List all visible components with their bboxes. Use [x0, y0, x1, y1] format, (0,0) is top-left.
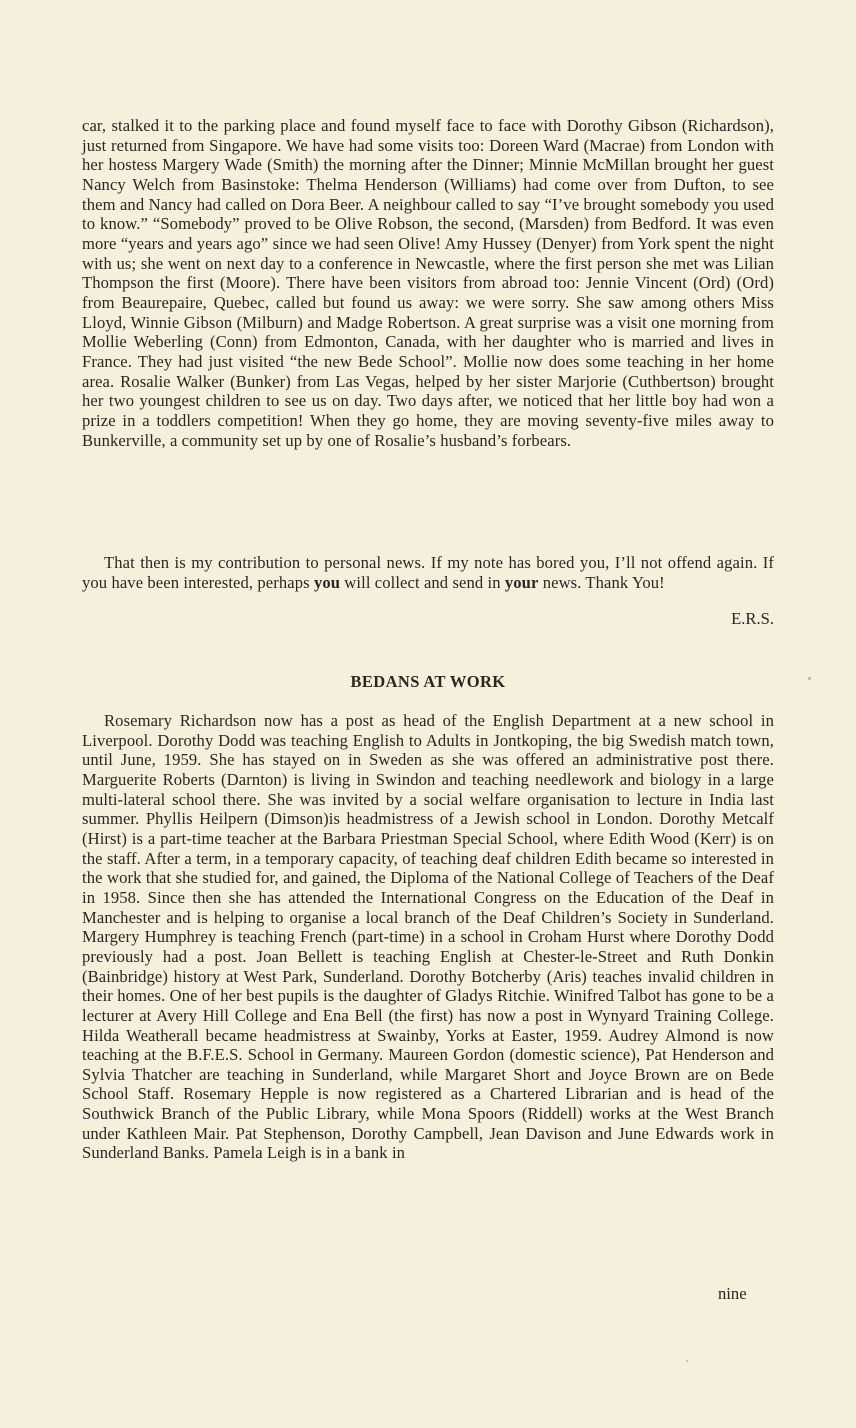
- section-heading: BEDANS AT WORK: [350, 672, 506, 691]
- page-number: nine: [718, 1284, 747, 1303]
- author-signature: E.R.S.: [731, 609, 774, 628]
- closing-paragraph: [82, 553, 774, 592]
- paper-speck: [686, 1360, 688, 1362]
- closing-text-3: news. Thank You!: [538, 572, 665, 592]
- paper-speck: [808, 677, 811, 680]
- closing-text-2: will collect and send in: [340, 572, 505, 592]
- closing-emphasis-you: you: [313, 572, 341, 592]
- bedans-at-work-paragraph: [82, 711, 774, 1163]
- bedans-at-work-text: Rosemary Richardson now has a post as head of the English Department at a new school in Liverpool. Dorothy Dodd was teaching English to Adults in Jontkoping, the big Swedish match town, until June, 1959. She has stayed on in Sweden as she was offered an administrative post there. Marguerite Roberts (Darnton) is living in Swindon and teaching needlework and biology in a large multi-lateral school there. She was invited by a social welfare organisation to lecture in India last summer. Phyllis Heilpern (Dimson)is headmistress of a Jewish school in London. Dorothy Metcalf (Hirst) is a part-time teacher at the Barbara Priestman Special School, where Edith Wood (Kerr) is on the staff. After a term, in a temporary capacity, of teaching deaf children Edith became so interested in the work that she studied for, and gained, the Diploma of the National College of Teachers of the Deaf in 1958. Since then she has attended the International Congress on the Education of the Deaf in Manchester and is helping to organise a local branch of the Deaf Children’s Society in Sunderland. Margery Humphrey is teaching French (part-time) in a school in Croham Hurst where Dorothy Dodd previously had a post. Joan Bellett is teaching English at Chester-le-Street and Ruth Donkin (Bainbridge) history at West Park, Sunderland. Dorothy Botcherby (Aris) teaches invalid children in their homes. One of her best pupils is the daughter of Gladys Ritchie. Winifred Talbot has gone to be a lecturer at Avery Hill College and Ena Bell (the first) has now a post in Wynyard Training College. Hilda Weatherall became headmistress at Swainby, Yorks at Easter, 1959. Audrey Almond is now teaching at the B.F.E.S. School in Germany. Maureen Gordon (domestic science), Pat Henderson and Sylvia Thatcher are teaching in Sunderland, while Margaret Short and Joyce Brown are on Bede School Staff. Rosemary Hepple is now registered as a Chartered Librarian and is head of the Southwick Branch of the Public Library, while Mona Spoors (Riddell) works at the West Branch under Kathleen Mair. Pat Stephenson, Dorothy Campbell, Jean Davison and June Edwards work in Sunderland Banks. Pamela Leigh is in a bank in: [82, 711, 774, 1163]
- closing-emphasis-your: your: [504, 572, 539, 592]
- personal-news-paragraph: car, stalked it to the parking place and found myself face to face with Dorothy Gibson (Richardson), just returned from Singapore. We have had some visits too: Doreen Ward (Macrae) from London with her hostess Margery Wade (Smith) the morning after the Dinner; Minnie McMillan brought her guest Nancy Welch from Basinstoke: Thelma Henderson (Williams) had come over from Dufton, to see them and Nancy had called on Dora Beer. A neighbour called to say “I’ve brought somebody you used to know.” “Somebody” proved to be Olive Robson, the second, (Marsden) from Bedford. It was even more “years and years ago” since we had seen Olive! Amy Hussey (Denyer) from York spent the night with us; she went on next day to a conference in Newcastle, where the first person she met was Lilian Thompson the first (Moore). There have been visitors from abroad too: Jennie Vincent (Ord) (Ord) from Beaurepaire, Quebec, called but found us away: we were sorry. She saw among others Miss Lloyd, Winnie Gibson (Milburn) and Madge Robertson. A great surprise was a visit one morning from Mollie Weberling (Conn) from Edmonton, Canada, with her daughter who is married and lives in France. They had just visited “the new Bede School”. Mollie now does some teaching in her home area. Rosalie Walker (Bunker) from Las Vegas, helped by her sister Marjorie (Cuthbertson) brought her two youngest children to see us on day. Two days after, we noticed that her little boy had won a prize in a toddlers competition! When they go home, they are moving seventy-five miles away to Bunkerville, a community set up by one of Rosalie’s husband’s forbears.: [82, 116, 774, 450]
- closing-text-1: That then is my contribution to personal news. If my note has bored you, I’ll not offend again. If you have been interested, perhaps: [82, 553, 774, 592]
